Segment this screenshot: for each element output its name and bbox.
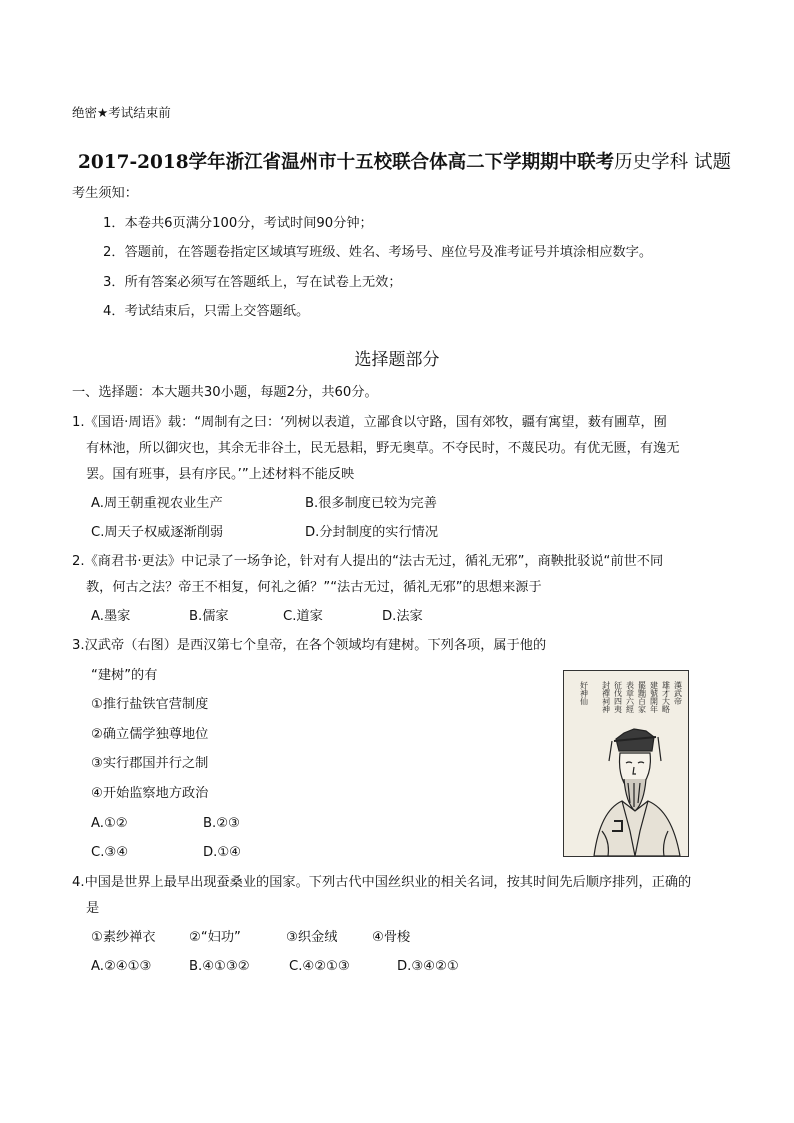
portrait-drawing: [564, 671, 688, 856]
confidential-header: 绝密★考试结束前: [72, 105, 171, 120]
q2-option-a: A.墨家: [91, 609, 131, 624]
exam-title-subject: 历史学科 试题: [614, 152, 732, 173]
part-instructions: 一、选择题：本大题共30小题，每题2分，共60分。: [72, 385, 378, 400]
q1-option-b: B.很多制度已较为完善: [305, 496, 437, 511]
question-1-line: 1.《国语·周语》载：“周制有之曰：‘列树以表道，立鄙食以守路，国有郊牧，疆有寓望，薮有圃草，囿: [72, 415, 667, 430]
q4-option-a: A.②④①③: [91, 959, 152, 974]
notice-item: 4．考试结束后，只需上交答题纸。: [103, 304, 310, 319]
section-title: 选择题部分: [354, 350, 440, 370]
q2-option-c: C.道家: [283, 609, 323, 624]
q3-option-b: B.②③: [203, 816, 240, 831]
q2-option-b: B.儒家: [189, 609, 229, 624]
q1-option-a: A.周王朝重视农业生产: [91, 496, 223, 511]
q4-item: ①素纱禅衣: [91, 930, 156, 945]
caption-col: 征伐四夷: [613, 681, 623, 713]
question-4-line: 4.中国是世界上最早出现蚕桑业的国家。下列古代中国丝织业的相关名词，按其时间先后顺序排列，正确的: [72, 875, 692, 890]
q4-item: ②“妇功”: [189, 930, 241, 945]
q4-item: ④骨梭: [372, 930, 411, 945]
caption-col: 表章六經: [625, 681, 635, 713]
question-2-line: 2.《商君书·更法》中记录了一场争论，针对有人提出的“法古无过，循礼无邪”，商鞅批驳说“前世不同: [72, 554, 664, 569]
q3-item: ④开始监察地方政治: [91, 786, 209, 801]
q2-option-d: D.法家: [382, 609, 423, 624]
q4-option-b: B.④①③②: [189, 959, 250, 974]
question-3-line: 3.汉武帝（右图）是西汉第七个皇帝，在各个领域均有建树。下列各项，属于他的: [72, 638, 547, 653]
q4-option-d: D.③④②①: [397, 959, 459, 974]
question-4-line: 是: [86, 901, 100, 916]
exam-title-main: 2017-2018学年浙江省温州市十五校联合体高二下学期期中联考: [78, 152, 615, 173]
q3-option-a: A.①②: [91, 816, 128, 831]
q3-item: ①推行盐铁官营制度: [91, 697, 209, 712]
caption-col: 漢武帝: [673, 681, 683, 705]
notice-item: 2．答题前，在答题卷指定区域填写班级、姓名、考场号、座位号及准考证号并填涂相应数字。: [103, 245, 653, 260]
question-1-line: 罢。国有班事，县有序民。’”上述材料不能反映: [86, 467, 355, 482]
question-2-line: 教，何古之法？帝王不相复，何礼之循？”“法古无过，循礼无邪”的思想来源于: [86, 580, 542, 595]
q1-option-c: C.周天子权威逐渐削弱: [91, 525, 224, 540]
question-3-line: “建树”的有: [91, 668, 158, 683]
caption-col: 封禪祠神: [601, 681, 611, 713]
emperor-wu-portrait: [563, 670, 689, 857]
exam-title: [78, 148, 731, 174]
q3-option-c: C.③④: [91, 845, 129, 860]
caption-col: 雄才大略: [661, 681, 671, 713]
q3-item: ③实行郡国并行之制: [91, 756, 209, 771]
question-1-line: 有林池，所以御灾也，其余无非谷土，民无悬耜，野无奥草。不夺民时，不蔑民功。有优无匮，有逸无: [86, 441, 680, 456]
notice-item: 3．所有答案必须写在答题纸上，写在试卷上无效；: [103, 275, 402, 290]
q1-option-d: D.分封制度的实行情况: [305, 525, 439, 540]
q3-option-d: D.①④: [203, 845, 241, 860]
notice-item: 1．本卷共6页满分100分，考试时间90分钟；: [103, 216, 373, 231]
caption-col: 罷黜百家: [637, 681, 647, 713]
q4-item: ③织金绒: [286, 930, 338, 945]
q3-item: ②确立儒学独尊地位: [91, 727, 209, 742]
notice-heading: 考生须知：: [72, 186, 138, 201]
caption-col: 好神仙: [579, 681, 589, 705]
q4-option-c: C.④②①③: [289, 959, 350, 974]
caption-col: 建號開年: [649, 681, 659, 713]
